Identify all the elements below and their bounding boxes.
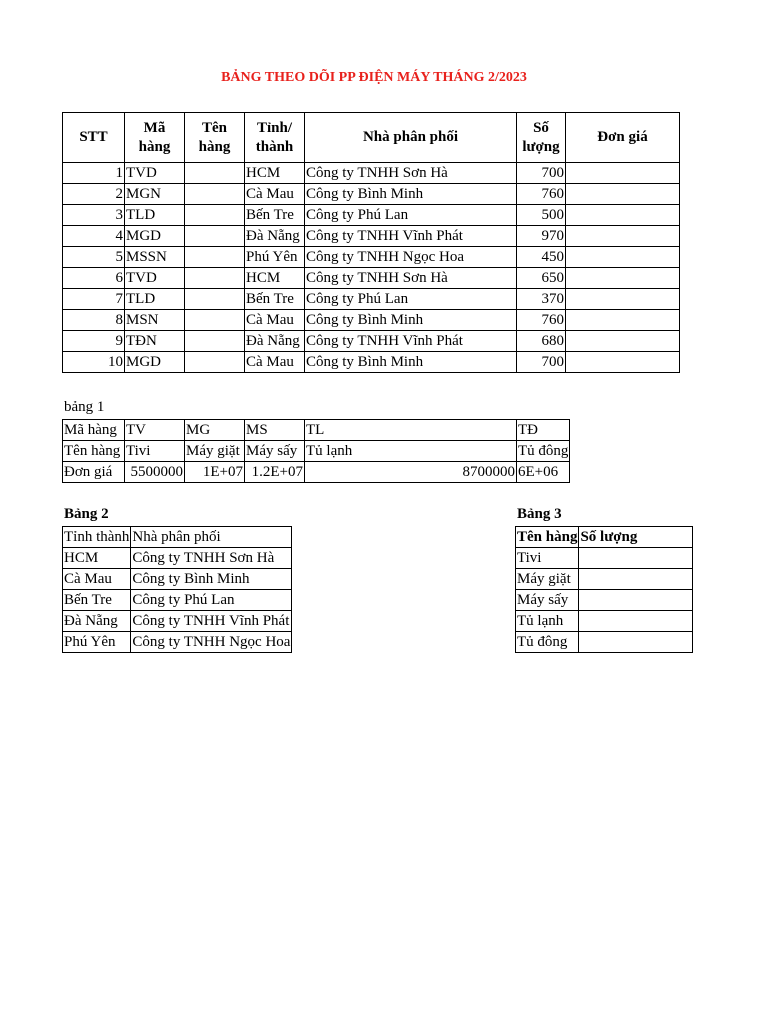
header-so-luong: Số lượng <box>517 113 566 163</box>
bang3-cell: Máy sấy <box>516 590 579 611</box>
cell-stt: 6 <box>63 268 125 289</box>
bang1-cell: Tủ đông <box>517 441 570 462</box>
main-table <box>62 112 680 373</box>
bang1-cell: 1.2E+07 <box>245 462 305 483</box>
bang2-cell: Đà Nẵng <box>63 611 131 632</box>
table-row <box>63 569 292 590</box>
table-row <box>516 569 693 590</box>
bang2-table <box>62 526 292 653</box>
bang2-caption: Bảng 2 <box>64 506 109 522</box>
table-header-row <box>63 527 292 548</box>
bang3-table <box>515 526 693 653</box>
table-row <box>63 441 570 462</box>
bang1-cell: 6E+06 <box>517 462 570 483</box>
cell-dg <box>566 268 680 289</box>
cell-tinh: Bến Tre <box>245 205 305 226</box>
bang1-cell: 8700000 <box>305 462 517 483</box>
bang2-cell: Công ty TNHH Sơn Hà <box>131 548 292 569</box>
bang2-cell: Bến Tre <box>63 590 131 611</box>
cell-tinh: Cà Mau <box>245 310 305 331</box>
table-row <box>63 611 292 632</box>
cell-dg <box>566 331 680 352</box>
bang1-cell: Mã hàng <box>63 420 125 441</box>
bang2-cell: Công ty Bình Minh <box>131 569 292 590</box>
cell-sl: 680 <box>517 331 566 352</box>
bang2-cell: Cà Mau <box>63 569 131 590</box>
cell-ma: MSN <box>125 310 185 331</box>
bang3-cell: Tủ đông <box>516 632 579 653</box>
bang1-cell: Đơn giá <box>63 462 125 483</box>
cell-ma: MGD <box>125 226 185 247</box>
table-row <box>63 205 680 226</box>
bang1-cell: Máy giặt <box>185 441 245 462</box>
table-header-row <box>516 527 693 548</box>
cell-ma: MGN <box>125 184 185 205</box>
cell-npp: Công ty Bình Minh <box>305 310 517 331</box>
cell-dg <box>566 310 680 331</box>
bang1-cell: TĐ <box>517 420 570 441</box>
cell-sl: 970 <box>517 226 566 247</box>
bang2-cell: Công ty TNHH Vĩnh Phát <box>131 611 292 632</box>
cell-stt: 2 <box>63 184 125 205</box>
cell-ma: TĐN <box>125 331 185 352</box>
cell-npp: Công ty TNHH Vĩnh Phát <box>305 331 517 352</box>
cell-ten <box>185 310 245 331</box>
cell-npp: Công ty Bình Minh <box>305 352 517 373</box>
table-row <box>516 590 693 611</box>
bang3-caption: Bảng 3 <box>517 506 562 522</box>
bang1-cell: TL <box>305 420 517 441</box>
bang3-cell: Tivi <box>516 548 579 569</box>
bang2-header: Nhà phân phối <box>131 527 292 548</box>
cell-tinh: Bến Tre <box>245 289 305 310</box>
table-row <box>63 548 292 569</box>
cell-dg <box>566 184 680 205</box>
header-ma-hang: Mã hàng <box>125 113 185 163</box>
cell-tinh: Đà Nẵng <box>245 331 305 352</box>
table-row <box>63 268 680 289</box>
cell-stt: 4 <box>63 226 125 247</box>
cell-stt: 7 <box>63 289 125 310</box>
cell-sl: 370 <box>517 289 566 310</box>
cell-npp: Công ty Bình Minh <box>305 184 517 205</box>
table-row <box>63 632 292 653</box>
cell-sl: 650 <box>517 268 566 289</box>
bang3-cell <box>579 611 693 632</box>
cell-dg <box>566 205 680 226</box>
bang2-cell: HCM <box>63 548 131 569</box>
cell-npp: Công ty Phú Lan <box>305 289 517 310</box>
bang1-cell: Tivi <box>125 441 185 462</box>
bang1-cell: MG <box>185 420 245 441</box>
bang3-header: Số lượng <box>579 527 693 548</box>
table-row <box>63 352 680 373</box>
table-row <box>63 163 680 184</box>
bang1-cell: MS <box>245 420 305 441</box>
bang3-cell: Tủ lạnh <box>516 611 579 632</box>
header-stt: STT <box>63 113 125 163</box>
table-row <box>63 184 680 205</box>
bang3-cell <box>579 590 693 611</box>
table-row <box>63 226 680 247</box>
cell-tinh: Đà Nẵng <box>245 226 305 247</box>
cell-sl: 700 <box>517 352 566 373</box>
header-ten-hang: Tên hàng <box>185 113 245 163</box>
cell-ten <box>185 289 245 310</box>
cell-tinh: Cà Mau <box>245 352 305 373</box>
cell-npp: Công ty TNHH Vĩnh Phát <box>305 226 517 247</box>
bang2-header: Tỉnh thành <box>63 527 131 548</box>
cell-stt: 10 <box>63 352 125 373</box>
cell-ten <box>185 226 245 247</box>
cell-ten <box>185 268 245 289</box>
cell-tinh: HCM <box>245 268 305 289</box>
bang3-header: Tên hàng <box>516 527 579 548</box>
cell-dg <box>566 247 680 268</box>
bang1-cell: TV <box>125 420 185 441</box>
table-row <box>63 310 680 331</box>
table-row <box>516 632 693 653</box>
cell-dg <box>566 352 680 373</box>
cell-ma: TVD <box>125 163 185 184</box>
cell-sl: 760 <box>517 310 566 331</box>
table-row <box>63 420 570 441</box>
bang2-cell: Phú Yên <box>63 632 131 653</box>
header-nha-phan-phoi: Nhà phân phối <box>305 113 517 163</box>
bang1-cell: Máy sấy <box>245 441 305 462</box>
bang1-caption: bảng 1 <box>64 399 105 415</box>
bang1-table <box>62 419 570 483</box>
cell-stt: 1 <box>63 163 125 184</box>
bang3-cell <box>579 548 693 569</box>
bang3-cell <box>579 632 693 653</box>
table-row <box>63 289 680 310</box>
cell-ma: TVD <box>125 268 185 289</box>
cell-npp: Công ty Phú Lan <box>305 205 517 226</box>
cell-tinh: Cà Mau <box>245 184 305 205</box>
bang1-cell: 5500000 <box>125 462 185 483</box>
cell-ma: TLD <box>125 205 185 226</box>
cell-sl: 700 <box>517 163 566 184</box>
cell-stt: 8 <box>63 310 125 331</box>
cell-sl: 760 <box>517 184 566 205</box>
header-don-gia: Đơn giá <box>566 113 680 163</box>
bang1-cell: 1E+07 <box>185 462 245 483</box>
cell-stt: 3 <box>63 205 125 226</box>
cell-ten <box>185 331 245 352</box>
cell-stt: 5 <box>63 247 125 268</box>
cell-ma: TLD <box>125 289 185 310</box>
cell-ten <box>185 247 245 268</box>
cell-tinh: HCM <box>245 163 305 184</box>
bang1-cell: Tủ lạnh <box>305 441 517 462</box>
bang1-cell: Tên hàng <box>63 441 125 462</box>
cell-sl: 500 <box>517 205 566 226</box>
cell-dg <box>566 226 680 247</box>
bang3-cell: Máy giặt <box>516 569 579 590</box>
bang2-cell: Công ty Phú Lan <box>131 590 292 611</box>
cell-ten <box>185 205 245 226</box>
table-row <box>516 611 693 632</box>
cell-ma: MGD <box>125 352 185 373</box>
cell-npp: Công ty TNHH Sơn Hà <box>305 163 517 184</box>
cell-ten <box>185 184 245 205</box>
header-tinh-thanh: Tỉnh/ thành <box>245 113 305 163</box>
cell-npp: Công ty TNHH Sơn Hà <box>305 268 517 289</box>
table-row <box>63 247 680 268</box>
table-row <box>63 590 292 611</box>
cell-npp: Công ty TNHH Ngọc Hoa <box>305 247 517 268</box>
table-row <box>516 548 693 569</box>
cell-dg <box>566 289 680 310</box>
main-table-header <box>63 113 680 163</box>
cell-stt: 9 <box>63 331 125 352</box>
bang2-cell: Công ty TNHH Ngọc Hoa <box>131 632 292 653</box>
cell-tinh: Phú Yên <box>245 247 305 268</box>
bang3-cell <box>579 569 693 590</box>
cell-dg <box>566 163 680 184</box>
cell-sl: 450 <box>517 247 566 268</box>
cell-ma: MSSN <box>125 247 185 268</box>
table-row <box>63 462 570 483</box>
cell-ten <box>185 352 245 373</box>
page-title: BẢNG THEO DÕI PP ĐIỆN MÁY THÁNG 2/2023 <box>221 70 527 85</box>
table-row <box>63 331 680 352</box>
cell-ten <box>185 163 245 184</box>
